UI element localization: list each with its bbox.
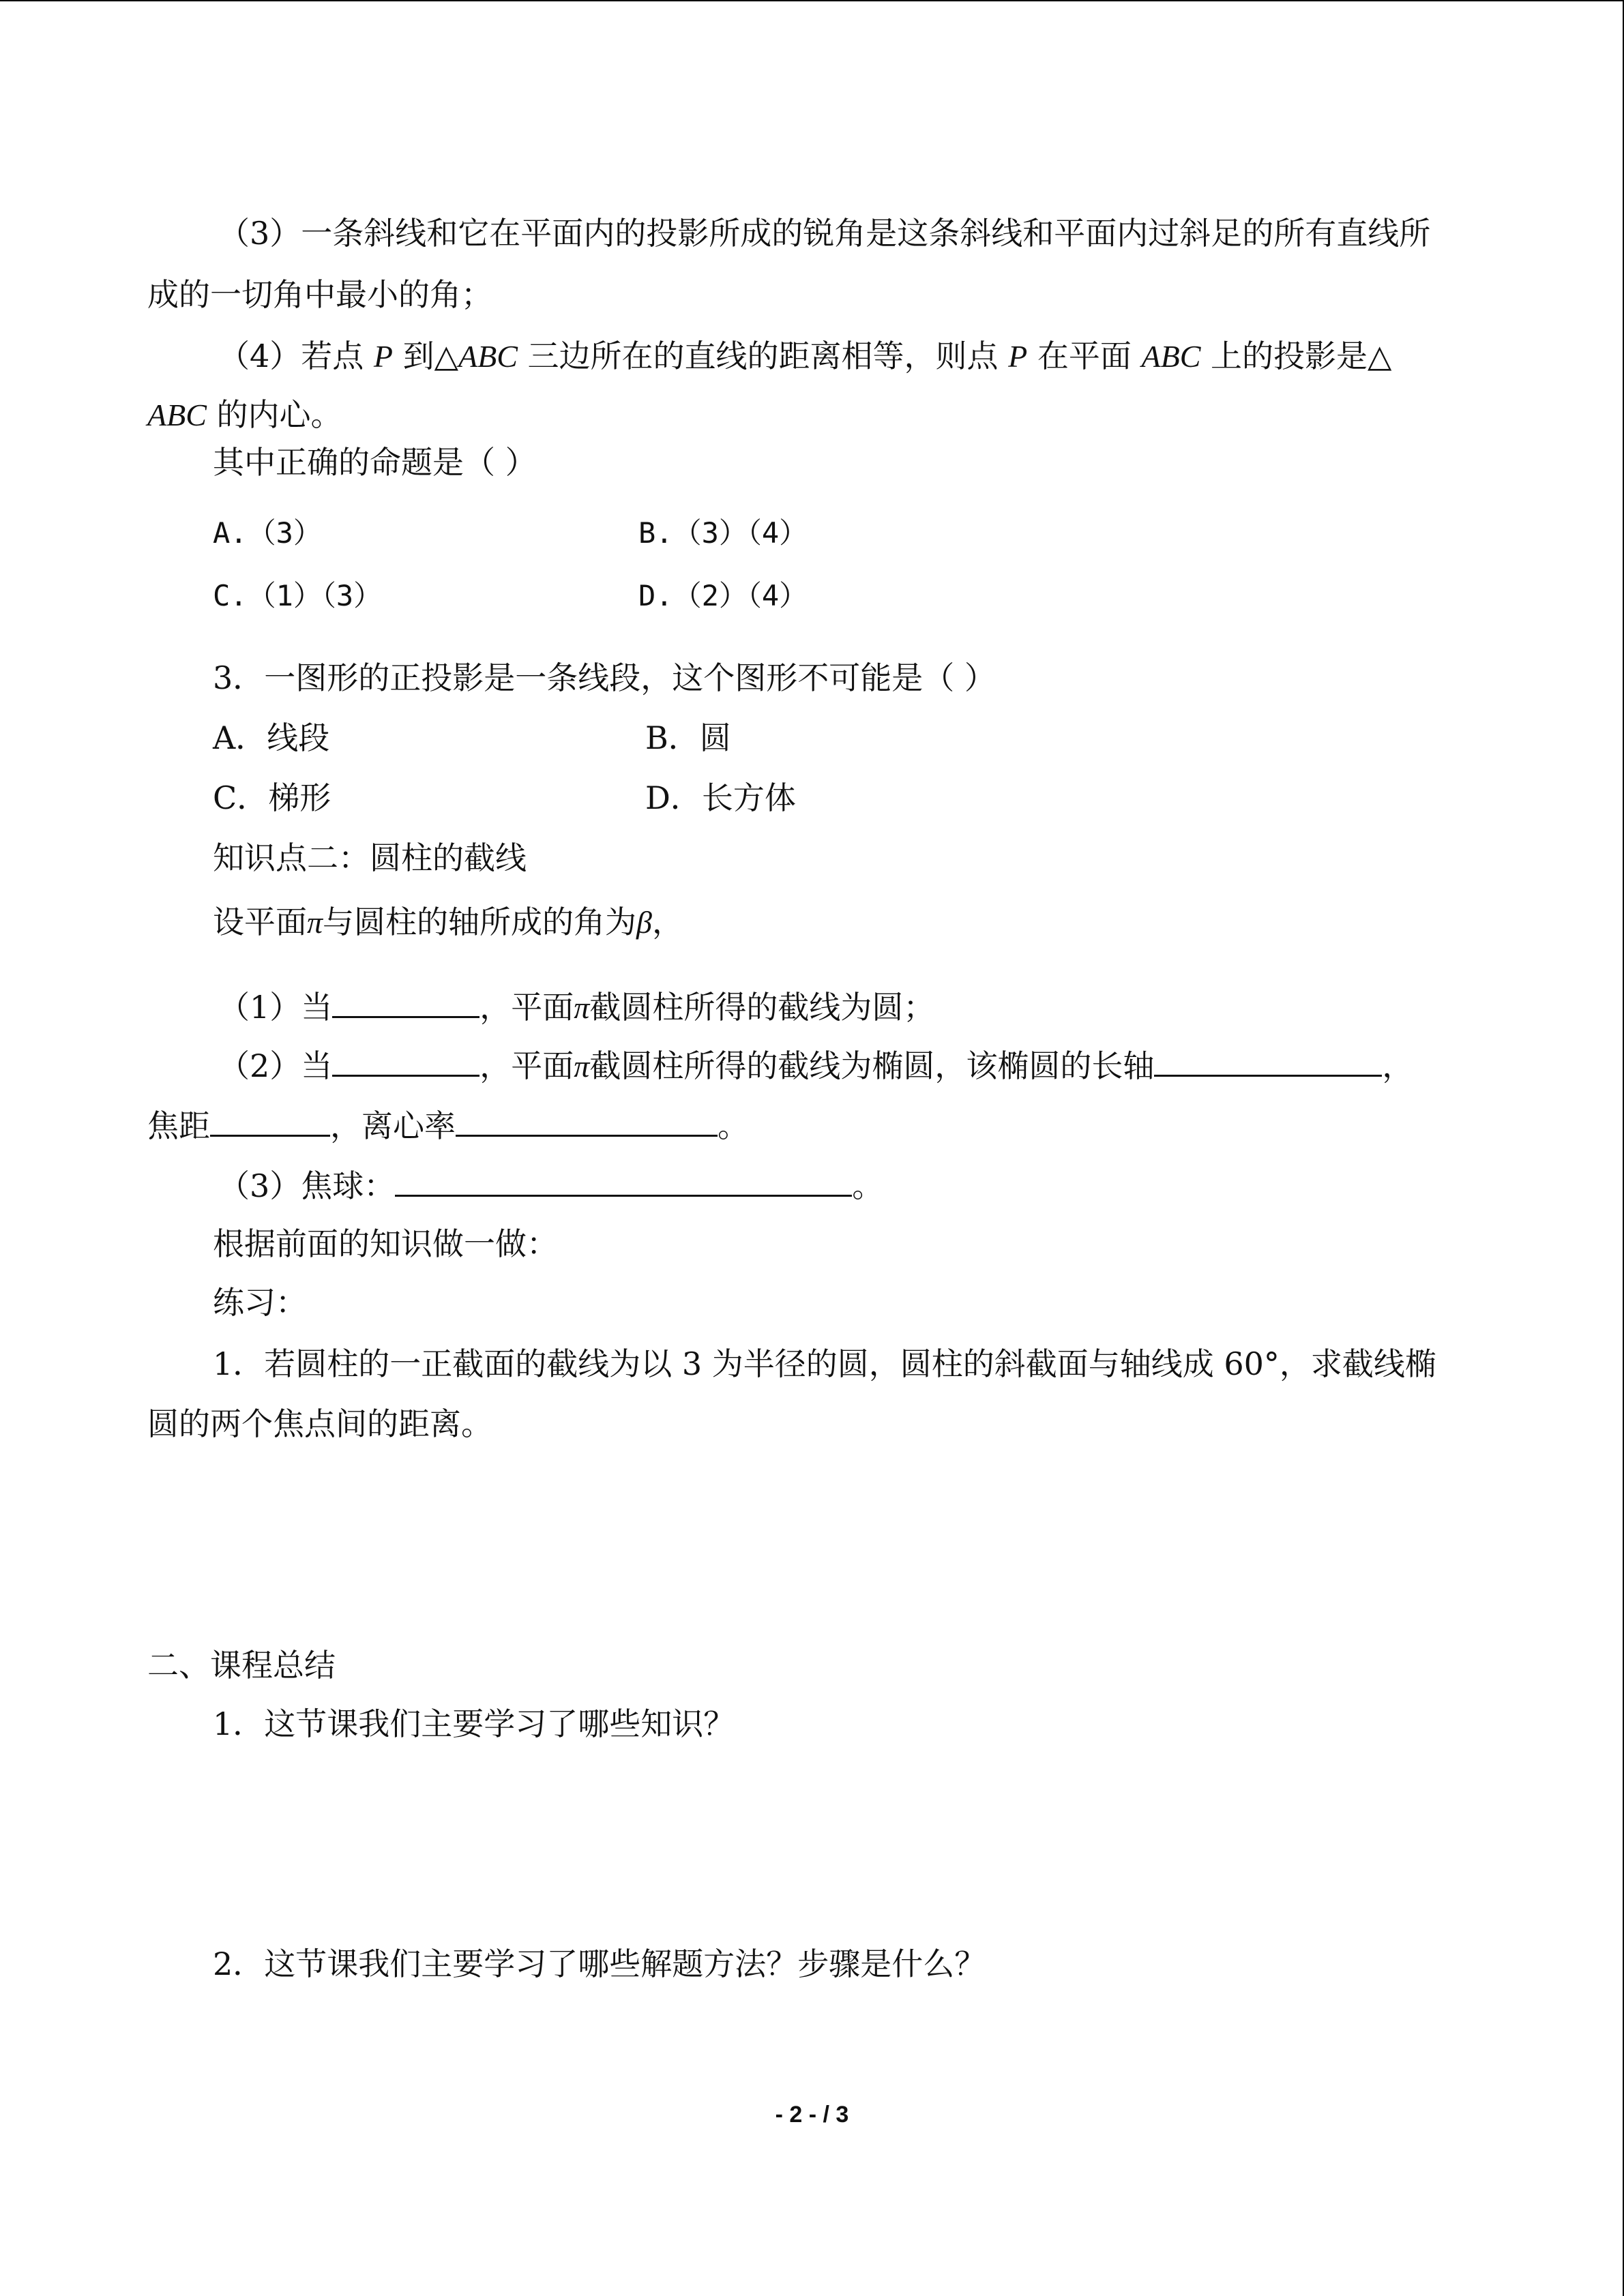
prop3-line1: （3）一条斜线和它在平面内的投影所成的锐角是这条斜线和平面内过斜足的所有直线所 — [218, 215, 1431, 252]
q3-option-c: C．梯形 — [213, 779, 331, 816]
item-text: ，平面 — [479, 1047, 574, 1084]
knowledge2-item1 — [218, 985, 934, 1028]
intro-text: ， — [651, 904, 683, 940]
prop4-text: 的内心。 — [206, 396, 342, 433]
item-text: （2）当 — [218, 1047, 333, 1084]
summary-question-1: 1．这节课我们主要学习了哪些知识？ — [213, 1705, 735, 1742]
page-number: - 2 - / 3 — [775, 2102, 849, 2128]
prop4-text: （4）若点 — [218, 338, 374, 374]
fill-blank-eccentricity[interactable] — [456, 1103, 718, 1137]
item-text: 焦距 — [147, 1107, 210, 1144]
exercise-1-line2: 圆的两个焦点间的距离。 — [147, 1405, 492, 1442]
q3-option-b: B．圆 — [645, 719, 731, 756]
prop3-line2: 成的一切角中最小的角； — [147, 276, 492, 313]
fill-blank-focal-distance[interactable] — [210, 1103, 330, 1137]
plane-abc: ABC — [1141, 339, 1201, 374]
q3-stem: 3．一图形的正投影是一条线段，这个图形不可能是（ ） — [213, 659, 996, 696]
item-text: （3）焦球： — [218, 1167, 396, 1204]
q2-option-b: B.（3）（4） — [638, 516, 808, 550]
item-text: （1）当 — [218, 989, 333, 1026]
q2-option-d: D.（2）（4） — [638, 579, 808, 612]
point-p: P — [1008, 339, 1028, 374]
point-p: P — [373, 339, 393, 374]
prop4-line1 — [218, 336, 1391, 377]
symbol-pi: π — [307, 905, 323, 940]
knowledge2-item2-line2 — [147, 1103, 749, 1146]
practice-label: 练习： — [213, 1284, 307, 1321]
item-text: ， — [1382, 1047, 1414, 1084]
page-top-border — [0, 0, 1623, 1]
symbol-pi: π — [574, 1049, 590, 1084]
practice-lead: 根据前面的知识做一做： — [213, 1225, 558, 1262]
q2-stem: 其中正确的命题是（ ） — [213, 444, 537, 481]
exercise-1-line1: 1．若圆柱的一正截面的截线为以 3 为半径的圆，圆柱的斜截面与轴线成 60°，求截线椭 — [213, 1345, 1436, 1382]
fill-blank-condition-circle[interactable] — [332, 985, 479, 1018]
knowledge2-item3 — [218, 1163, 883, 1206]
fill-blank-condition-ellipse[interactable] — [332, 1043, 479, 1077]
knowledge2-title: 知识点二：圆柱的截线 — [213, 839, 527, 876]
prop4-text: 在平面 — [1027, 338, 1142, 374]
item-text: 。 — [852, 1167, 884, 1204]
q3-option-d: D．长方体 — [645, 779, 796, 816]
symbol-pi: π — [574, 990, 590, 1025]
item-text: 截圆柱所得的截线为椭圆，该椭圆的长轴 — [589, 1047, 1155, 1084]
q2-option-c: C.（1）（3） — [213, 579, 383, 612]
fill-blank-focal-sphere[interactable] — [395, 1163, 852, 1197]
item-text: 。 — [718, 1107, 749, 1144]
item-text: ，离心率 — [330, 1107, 456, 1144]
prop4-line2 — [147, 394, 342, 436]
q2-option-a: A.（3） — [213, 516, 322, 550]
item-text: ，平面 — [479, 989, 574, 1026]
item-text: 截圆柱所得的截线为圆； — [589, 989, 935, 1026]
prop4-text: 上的投影是△ — [1200, 338, 1392, 374]
summary-title: 二、课程总结 — [147, 1647, 336, 1684]
prop4-text: 三边所在的直线的距离相等，则点 — [517, 338, 1009, 374]
fill-blank-major-axis[interactable] — [1154, 1043, 1382, 1077]
intro-text: 设平面 — [213, 904, 307, 940]
knowledge2-item2-line1 — [218, 1043, 1413, 1087]
intro-text: 与圆柱的轴所成的角为 — [323, 904, 637, 940]
summary-question-2: 2．这节课我们主要学习了哪些解题方法？步骤是什么？ — [213, 1945, 986, 1982]
triangle-abc: ABC — [147, 398, 207, 432]
q3-option-a: A．线段 — [213, 719, 330, 756]
symbol-beta: β — [636, 905, 652, 940]
prop4-text: 到△ — [393, 338, 458, 374]
triangle-abc: ABC — [458, 339, 518, 374]
knowledge2-intro — [213, 901, 683, 943]
